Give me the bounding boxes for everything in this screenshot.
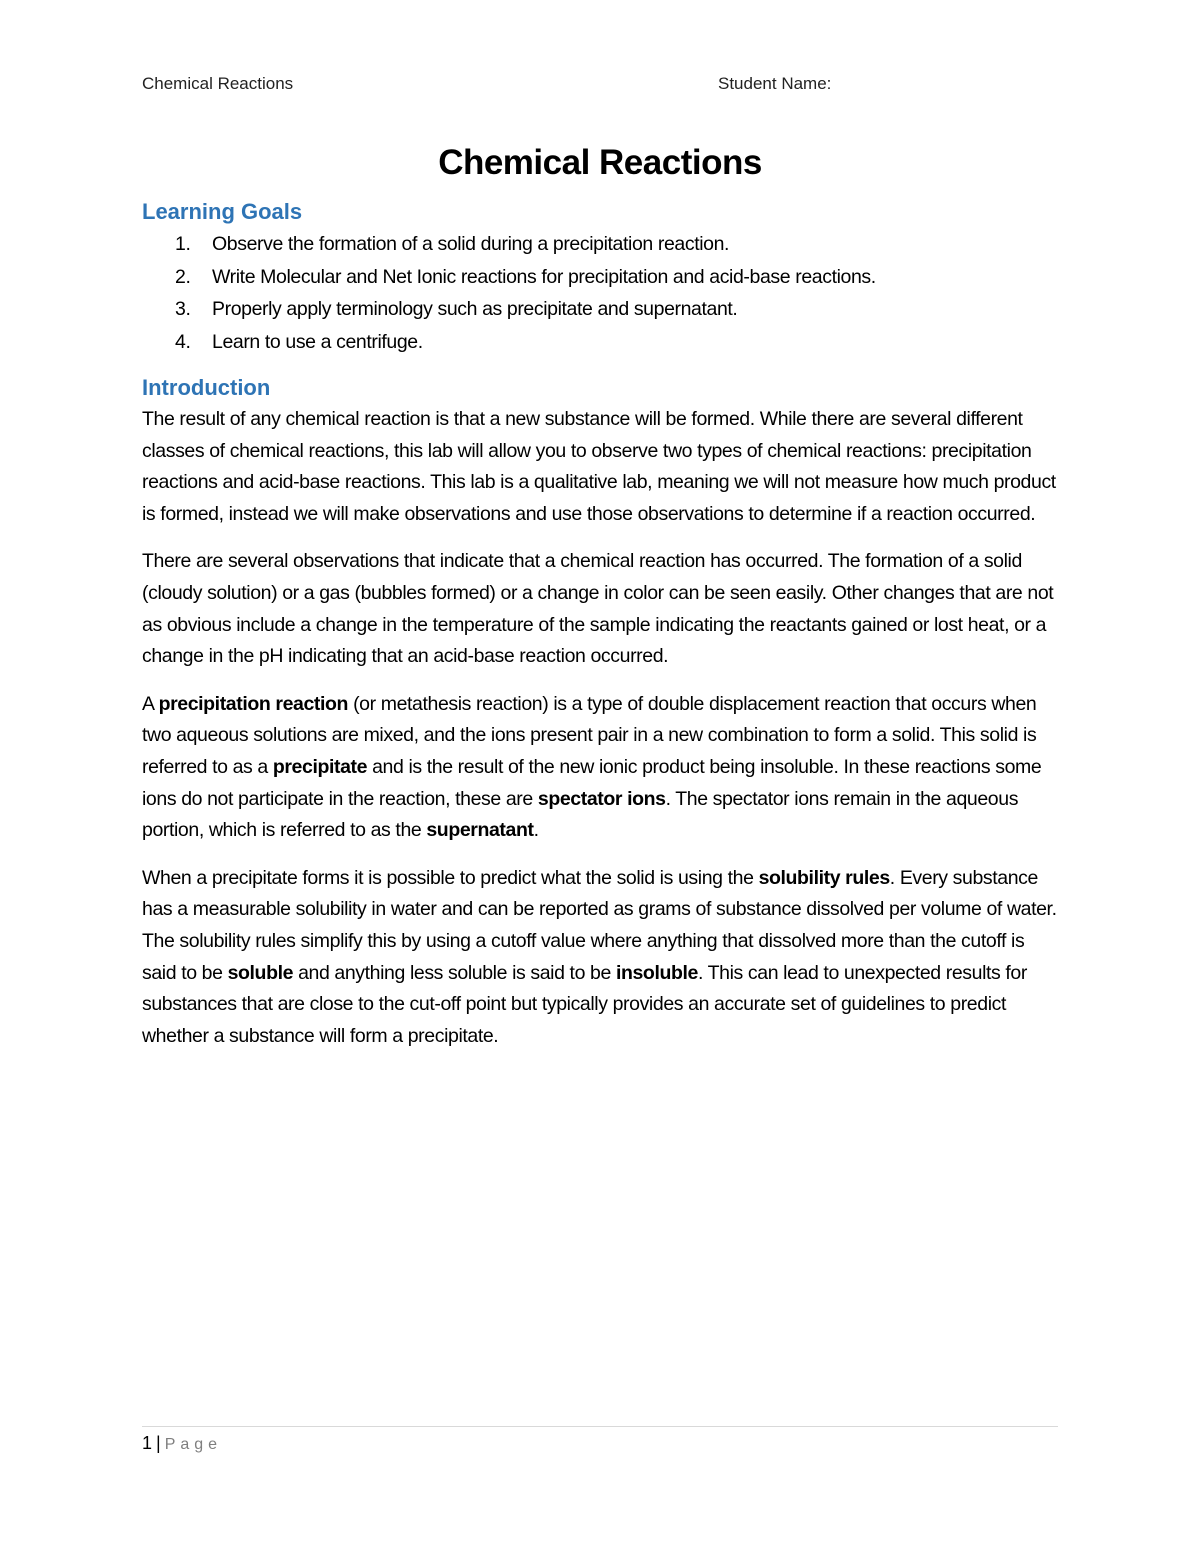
footer-separator: |: [156, 1433, 161, 1453]
introduction-heading: Introduction: [142, 375, 271, 400]
text-run: (or metathesis reaction) is a type of double displacement reaction that occurs when two aqueous solutions are mixed, and the ions present pair in a new combination to form a solid. This solid is referred to as a: [142, 692, 1037, 778]
learning-goals-list: [142, 228, 1058, 358]
term-soluble: soluble: [227, 961, 294, 984]
page-footer: [142, 1433, 222, 1454]
list-item: [142, 293, 1058, 326]
term-precipitate: precipitate: [272, 755, 368, 778]
intro-paragraph-2: There are several observations that indicate that a chemical reaction has occurred. The formation of a solid (cloudy solution) or a gas (bubbles formed) or a change in color can be seen easily. Other changes that are not as obvious include a change in the temperature of the sample indicating the reactants gained or lost heat, or a change in the pH indicating that an acid-base reaction occurred.: [142, 550, 1054, 668]
term-supernatant: supernatant: [426, 819, 534, 842]
intro-paragraph-3: [142, 689, 1058, 847]
learning-goals-heading: Learning Goals: [142, 199, 303, 224]
list-item: [142, 228, 1058, 261]
list-item: [142, 326, 1058, 359]
page-title: Chemical Reactions: [438, 143, 762, 182]
list-item: [142, 261, 1058, 294]
page-label: Page: [164, 1436, 223, 1453]
intro-paragraph-4: [142, 863, 1058, 1053]
list-item-number: 3.: [175, 298, 191, 320]
text-run: and is the result of the new ionic product being insoluble. In these reactions some ions do not participate in the reaction, these are: [142, 755, 1042, 810]
text-run: . Every substance has a measurable solubility in water and can be reported as grams of substance dissolved per volume of water. The solubility rules simplify this by using a cutoff value where anything that dissolved more than the cutoff is said to be: [142, 866, 1057, 984]
list-item-text: Learn to use a centrifuge.: [212, 330, 423, 353]
term-insoluble: insoluble: [615, 961, 698, 984]
text-run: A: [142, 692, 159, 715]
page-number: 1: [142, 1433, 153, 1453]
text-run: . This can lead to unexpected results for substances that are close to the cut-off point but typically provides an accurate set of guidelines to predict whether a substance will form a precipitate.: [142, 961, 1027, 1047]
term-spectator-ions: spectator ions: [537, 787, 666, 810]
list-item-text: Properly apply terminology such as precipitate and supernatant.: [212, 298, 738, 320]
header-doc-title: Chemical Reactions: [142, 74, 294, 93]
term-solubility-rules: solubility rules: [758, 866, 890, 889]
intro-paragraph-1: The result of any chemical reaction is that a new substance will be formed. While there are several different classes of chemical reactions, this lab will allow you to observe two types of chemical reactions: precipitation reactions and acid-base reactions. This lab is a qualitative lab, meaning we will not measure how much product is formed, instead we will make observations and use those observations to determine if a reaction occurred.: [142, 408, 1056, 525]
list-item-text: Write Molecular and Net Ionic reactions for precipitation and acid-base reactions.: [212, 265, 876, 288]
header-student-name: Student Name:: [718, 74, 832, 93]
list-item-number: 2.: [175, 265, 191, 288]
text-run: .: [533, 819, 539, 842]
text-run: and anything less soluble is said to be: [293, 961, 616, 984]
list-item-number: 4.: [175, 330, 191, 353]
footer-divider: [142, 1426, 1058, 1427]
list-item-number: 1.: [175, 233, 191, 255]
text-run: . The spectator ions remain in the aqueous portion, which is referred to as the: [142, 787, 1019, 842]
text-run: When a precipitate forms it is possible to predict what the solid is using the: [142, 866, 759, 889]
list-item-text: Observe the formation of a solid during a precipitation reaction.: [212, 233, 730, 255]
document-body: [142, 196, 1058, 1068]
term-precipitation-reaction: precipitation reaction: [158, 692, 349, 715]
